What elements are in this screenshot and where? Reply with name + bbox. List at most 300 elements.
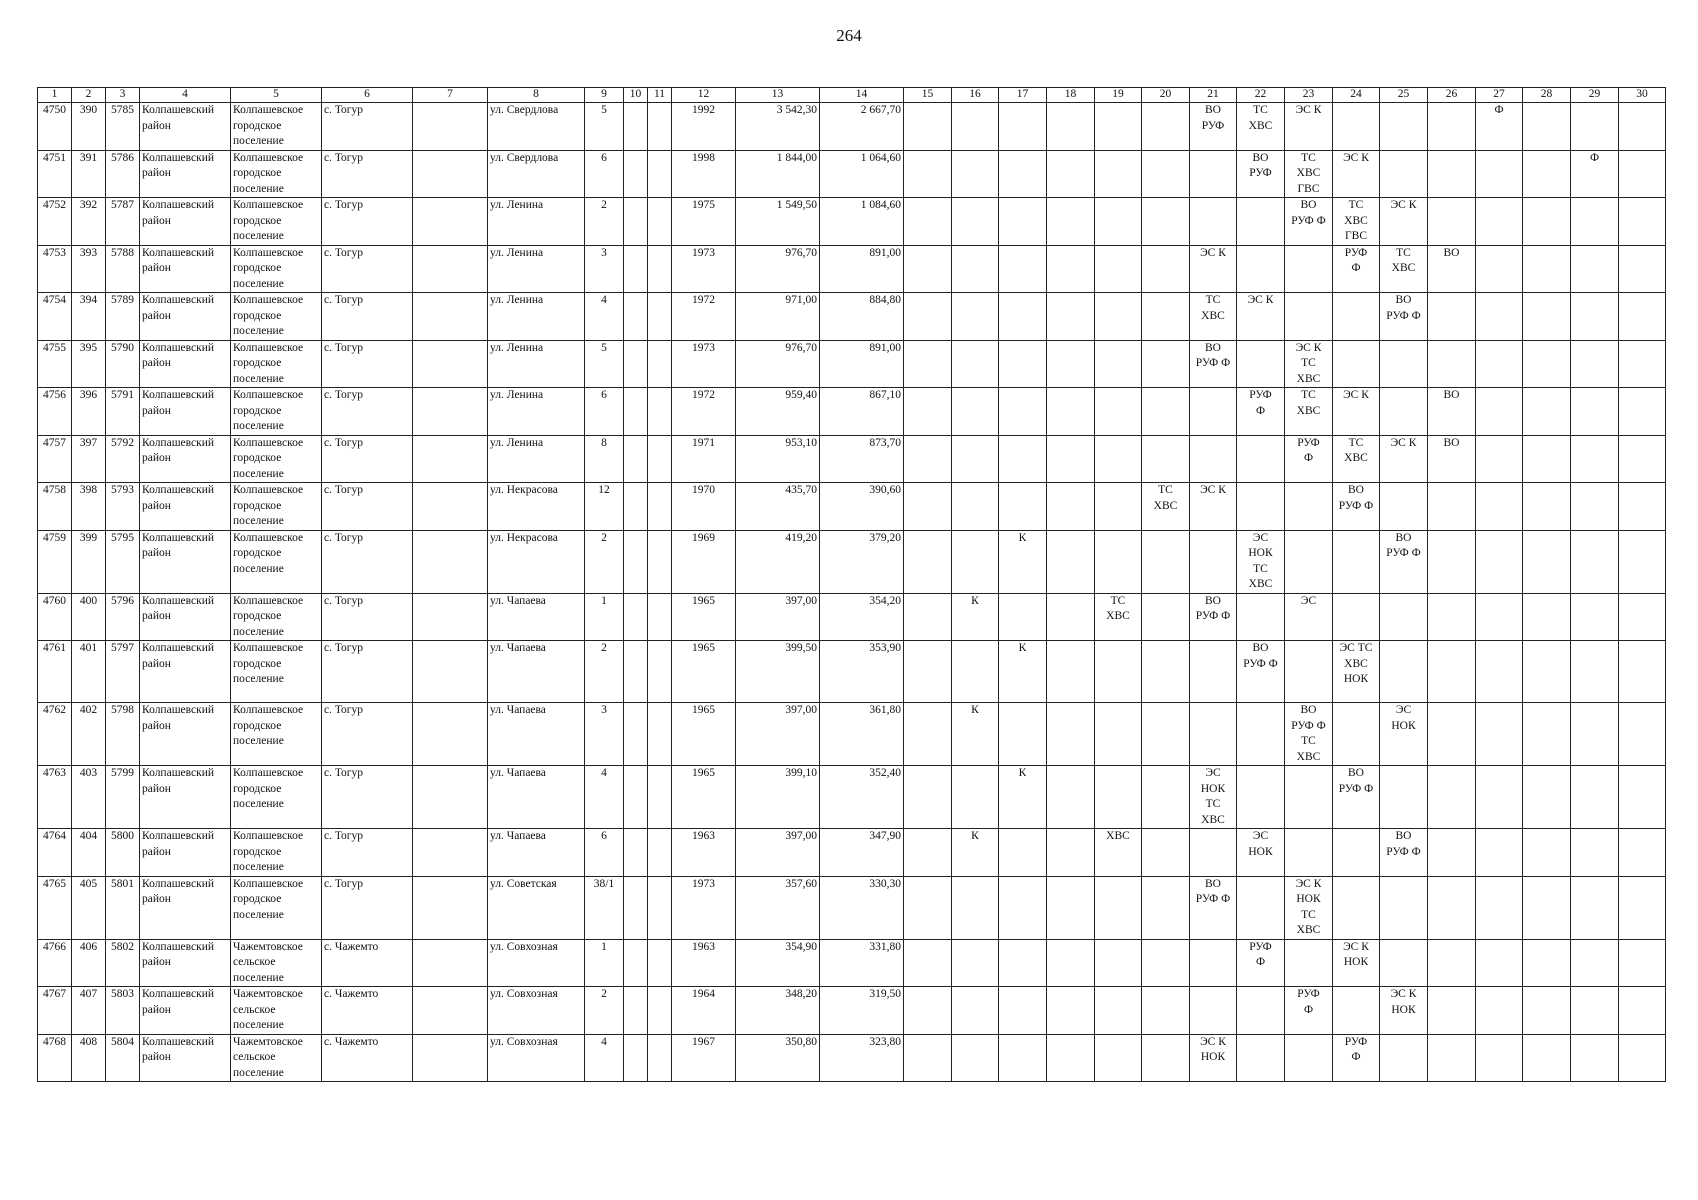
house-id: 5790 bbox=[106, 340, 140, 388]
service-col-30-cell bbox=[1619, 641, 1666, 703]
service-col-30-cell bbox=[1619, 388, 1666, 436]
service-col-17-cell bbox=[999, 150, 1047, 198]
col7-cell bbox=[413, 483, 488, 531]
service-col-22-cell: ЭС НОК bbox=[1237, 829, 1285, 877]
service-col-20-cell bbox=[1142, 703, 1190, 766]
service-col-25-cell bbox=[1380, 593, 1428, 641]
table-row bbox=[38, 293, 1666, 341]
service-col-22-cell bbox=[1237, 1034, 1285, 1082]
service-col-30-cell bbox=[1619, 829, 1666, 877]
settlement-cell: Колпашевское городское поселение bbox=[231, 103, 322, 151]
service-col-30-cell bbox=[1619, 198, 1666, 246]
service-col-16-cell bbox=[952, 1034, 999, 1082]
street-cell: ул. Чапаева bbox=[488, 641, 585, 703]
locality-cell: с. Чажемто bbox=[322, 1034, 413, 1082]
column-number-17: 17 bbox=[999, 88, 1047, 103]
service-col-24-cell bbox=[1333, 703, 1380, 766]
year-cell: 1965 bbox=[672, 703, 736, 766]
service-col-28-cell bbox=[1523, 198, 1571, 246]
service-col-21-cell bbox=[1190, 987, 1237, 1035]
district-cell: Колпашевский район bbox=[140, 641, 231, 703]
service-col-24-cell: ТС ХВС ГВС bbox=[1333, 198, 1380, 246]
service-col-15-cell bbox=[904, 530, 952, 593]
service-col-22-cell bbox=[1237, 703, 1285, 766]
registry-table bbox=[37, 87, 1666, 1082]
col7-cell bbox=[413, 530, 488, 593]
col7-cell bbox=[413, 150, 488, 198]
street-cell: ул. Советская bbox=[488, 876, 585, 939]
column-number-26: 26 bbox=[1428, 88, 1476, 103]
service-col-27-cell bbox=[1476, 245, 1523, 293]
service-col-30-cell bbox=[1619, 293, 1666, 341]
service-col-24-cell: ЭС ТС ХВС НОК bbox=[1333, 641, 1380, 703]
living-area-cell: 379,20 bbox=[820, 530, 904, 593]
service-col-23-cell bbox=[1285, 641, 1333, 703]
service-col-18-cell bbox=[1047, 340, 1095, 388]
service-col-18-cell bbox=[1047, 703, 1095, 766]
total-area-cell: 399,50 bbox=[736, 641, 820, 703]
column-number-12: 12 bbox=[672, 88, 736, 103]
living-area-cell: 330,30 bbox=[820, 876, 904, 939]
col11-cell bbox=[648, 593, 672, 641]
table-row bbox=[38, 150, 1666, 198]
service-col-26-cell bbox=[1428, 939, 1476, 987]
service-col-28-cell bbox=[1523, 1034, 1571, 1082]
col10-cell bbox=[624, 245, 648, 293]
service-col-19-cell bbox=[1095, 150, 1142, 198]
house-id: 5796 bbox=[106, 593, 140, 641]
col7-cell bbox=[413, 1034, 488, 1082]
service-col-22-cell bbox=[1237, 766, 1285, 829]
house-number-cell: 4 bbox=[585, 766, 624, 829]
service-col-16-cell: К bbox=[952, 829, 999, 877]
service-col-26-cell bbox=[1428, 703, 1476, 766]
service-col-22-cell bbox=[1237, 593, 1285, 641]
service-col-19-cell bbox=[1095, 388, 1142, 436]
service-col-25-cell bbox=[1380, 388, 1428, 436]
service-col-15-cell bbox=[904, 703, 952, 766]
year-cell: 1970 bbox=[672, 483, 736, 531]
street-cell: ул. Совхозная bbox=[488, 1034, 585, 1082]
house-number-cell: 5 bbox=[585, 340, 624, 388]
local-number: 392 bbox=[72, 198, 106, 246]
district-cell: Колпашевский район bbox=[140, 829, 231, 877]
house-id: 5800 bbox=[106, 829, 140, 877]
house-number-cell: 38/1 bbox=[585, 876, 624, 939]
service-col-28-cell bbox=[1523, 593, 1571, 641]
service-col-17-cell bbox=[999, 939, 1047, 987]
record-number: 4762 bbox=[38, 703, 72, 766]
service-col-26-cell bbox=[1428, 876, 1476, 939]
locality-cell: с. Тогур bbox=[322, 388, 413, 436]
service-col-26-cell bbox=[1428, 766, 1476, 829]
column-number-15: 15 bbox=[904, 88, 952, 103]
service-col-17-cell bbox=[999, 483, 1047, 531]
service-col-26-cell bbox=[1428, 641, 1476, 703]
column-number-30: 30 bbox=[1619, 88, 1666, 103]
locality-cell: с. Тогур bbox=[322, 703, 413, 766]
service-col-19-cell bbox=[1095, 1034, 1142, 1082]
column-number-28: 28 bbox=[1523, 88, 1571, 103]
service-col-20-cell bbox=[1142, 245, 1190, 293]
service-col-18-cell bbox=[1047, 987, 1095, 1035]
service-col-16-cell bbox=[952, 388, 999, 436]
street-cell: ул. Чапаева bbox=[488, 829, 585, 877]
service-col-19-cell bbox=[1095, 340, 1142, 388]
living-area-cell: 319,50 bbox=[820, 987, 904, 1035]
total-area-cell: 419,20 bbox=[736, 530, 820, 593]
district-cell: Колпашевский район bbox=[140, 987, 231, 1035]
service-col-15-cell bbox=[904, 435, 952, 483]
table-row bbox=[38, 876, 1666, 939]
service-col-17-cell bbox=[999, 103, 1047, 151]
locality-cell: с. Тогур bbox=[322, 150, 413, 198]
column-number-18: 18 bbox=[1047, 88, 1095, 103]
service-col-26-cell bbox=[1428, 198, 1476, 246]
service-col-29-cell bbox=[1571, 987, 1619, 1035]
service-col-30-cell bbox=[1619, 435, 1666, 483]
house-id: 5798 bbox=[106, 703, 140, 766]
column-number-5: 5 bbox=[231, 88, 322, 103]
living-area-cell: 1 064,60 bbox=[820, 150, 904, 198]
service-col-21-cell bbox=[1190, 388, 1237, 436]
table-row bbox=[38, 703, 1666, 766]
year-cell: 1965 bbox=[672, 641, 736, 703]
service-col-25-cell bbox=[1380, 103, 1428, 151]
house-id: 5789 bbox=[106, 293, 140, 341]
service-col-23-cell bbox=[1285, 245, 1333, 293]
total-area-cell: 350,80 bbox=[736, 1034, 820, 1082]
col11-cell bbox=[648, 829, 672, 877]
house-id: 5792 bbox=[106, 435, 140, 483]
service-col-18-cell bbox=[1047, 766, 1095, 829]
house-id: 5786 bbox=[106, 150, 140, 198]
service-col-29-cell bbox=[1571, 939, 1619, 987]
service-col-23-cell bbox=[1285, 829, 1333, 877]
service-col-22-cell bbox=[1237, 340, 1285, 388]
living-area-cell: 1 084,60 bbox=[820, 198, 904, 246]
service-col-26-cell bbox=[1428, 483, 1476, 531]
service-col-25-cell bbox=[1380, 483, 1428, 531]
col11-cell bbox=[648, 876, 672, 939]
service-col-29-cell bbox=[1571, 829, 1619, 877]
service-col-21-cell: ЭС К bbox=[1190, 245, 1237, 293]
col7-cell bbox=[413, 939, 488, 987]
service-col-29-cell bbox=[1571, 876, 1619, 939]
service-col-21-cell: ВО РУФ Ф bbox=[1190, 876, 1237, 939]
locality-cell: с. Чажемто bbox=[322, 939, 413, 987]
col11-cell bbox=[648, 987, 672, 1035]
service-col-20-cell bbox=[1142, 766, 1190, 829]
service-col-24-cell: РУФ Ф bbox=[1333, 245, 1380, 293]
record-number: 4755 bbox=[38, 340, 72, 388]
street-cell: ул. Чапаева bbox=[488, 703, 585, 766]
service-col-16-cell bbox=[952, 876, 999, 939]
service-col-20-cell bbox=[1142, 293, 1190, 341]
living-area-cell: 873,70 bbox=[820, 435, 904, 483]
settlement-cell: Колпашевское городское поселение bbox=[231, 293, 322, 341]
service-col-30-cell bbox=[1619, 939, 1666, 987]
column-number-6: 6 bbox=[322, 88, 413, 103]
living-area-cell: 352,40 bbox=[820, 766, 904, 829]
service-col-22-cell bbox=[1237, 245, 1285, 293]
service-col-23-cell: ЭС К ТС ХВС bbox=[1285, 340, 1333, 388]
local-number: 394 bbox=[72, 293, 106, 341]
service-col-30-cell bbox=[1619, 1034, 1666, 1082]
street-cell: ул. Ленина bbox=[488, 198, 585, 246]
settlement-cell: Колпашевское городское поселение bbox=[231, 198, 322, 246]
service-col-23-cell: РУФ Ф bbox=[1285, 987, 1333, 1035]
service-col-27-cell bbox=[1476, 593, 1523, 641]
service-col-15-cell bbox=[904, 388, 952, 436]
column-number-21: 21 bbox=[1190, 88, 1237, 103]
living-area-cell: 354,20 bbox=[820, 593, 904, 641]
service-col-18-cell bbox=[1047, 593, 1095, 641]
service-col-27-cell bbox=[1476, 939, 1523, 987]
local-number: 404 bbox=[72, 829, 106, 877]
total-area-cell: 976,70 bbox=[736, 245, 820, 293]
col7-cell bbox=[413, 593, 488, 641]
service-col-27-cell bbox=[1476, 435, 1523, 483]
service-col-29-cell bbox=[1571, 530, 1619, 593]
district-cell: Колпашевский район bbox=[140, 1034, 231, 1082]
col10-cell bbox=[624, 483, 648, 531]
table-row bbox=[38, 1034, 1666, 1082]
settlement-cell: Колпашевское городское поселение bbox=[231, 876, 322, 939]
service-col-18-cell bbox=[1047, 483, 1095, 531]
locality-cell: с. Тогур bbox=[322, 103, 413, 151]
locality-cell: с. Тогур bbox=[322, 829, 413, 877]
service-col-30-cell bbox=[1619, 150, 1666, 198]
service-col-15-cell bbox=[904, 245, 952, 293]
table-row bbox=[38, 103, 1666, 151]
service-col-25-cell bbox=[1380, 766, 1428, 829]
service-col-15-cell bbox=[904, 103, 952, 151]
service-col-23-cell: ВО РУФ Ф ТС ХВС bbox=[1285, 703, 1333, 766]
service-col-26-cell bbox=[1428, 1034, 1476, 1082]
service-col-26-cell: ВО bbox=[1428, 435, 1476, 483]
col11-cell bbox=[648, 245, 672, 293]
house-id: 5788 bbox=[106, 245, 140, 293]
total-area-cell: 971,00 bbox=[736, 293, 820, 341]
living-area-cell: 323,80 bbox=[820, 1034, 904, 1082]
table-row bbox=[38, 530, 1666, 593]
service-col-29-cell bbox=[1571, 593, 1619, 641]
settlement-cell: Колпашевское городское поселение bbox=[231, 388, 322, 436]
col11-cell bbox=[648, 435, 672, 483]
service-col-22-cell: ВО РУФ bbox=[1237, 150, 1285, 198]
col11-cell bbox=[648, 1034, 672, 1082]
record-number: 4760 bbox=[38, 593, 72, 641]
service-col-15-cell bbox=[904, 876, 952, 939]
service-col-24-cell bbox=[1333, 530, 1380, 593]
service-col-16-cell bbox=[952, 293, 999, 341]
service-col-19-cell bbox=[1095, 530, 1142, 593]
house-number-cell: 1 bbox=[585, 593, 624, 641]
service-col-18-cell bbox=[1047, 641, 1095, 703]
living-area-cell: 353,90 bbox=[820, 641, 904, 703]
house-number-cell: 4 bbox=[585, 1034, 624, 1082]
service-col-27-cell bbox=[1476, 703, 1523, 766]
district-cell: Колпашевский район bbox=[140, 593, 231, 641]
street-cell: ул. Ленина bbox=[488, 245, 585, 293]
district-cell: Колпашевский район bbox=[140, 340, 231, 388]
col10-cell bbox=[624, 987, 648, 1035]
col7-cell bbox=[413, 703, 488, 766]
service-col-23-cell bbox=[1285, 530, 1333, 593]
service-col-24-cell: ЭС К bbox=[1333, 388, 1380, 436]
service-col-28-cell bbox=[1523, 766, 1571, 829]
service-col-24-cell: ВО РУФ Ф bbox=[1333, 766, 1380, 829]
service-col-17-cell bbox=[999, 435, 1047, 483]
service-col-20-cell bbox=[1142, 593, 1190, 641]
service-col-26-cell bbox=[1428, 530, 1476, 593]
living-area-cell: 891,00 bbox=[820, 245, 904, 293]
col11-cell bbox=[648, 483, 672, 531]
table-row bbox=[38, 245, 1666, 293]
service-col-15-cell bbox=[904, 293, 952, 341]
service-col-19-cell: ТС ХВС bbox=[1095, 593, 1142, 641]
service-col-29-cell bbox=[1571, 388, 1619, 436]
service-col-17-cell bbox=[999, 876, 1047, 939]
house-id: 5804 bbox=[106, 1034, 140, 1082]
service-col-24-cell: ТС ХВС bbox=[1333, 435, 1380, 483]
service-col-28-cell bbox=[1523, 829, 1571, 877]
total-area-cell: 959,40 bbox=[736, 388, 820, 436]
service-col-28-cell bbox=[1523, 150, 1571, 198]
service-col-26-cell bbox=[1428, 150, 1476, 198]
service-col-18-cell bbox=[1047, 530, 1095, 593]
total-area-cell: 3 542,30 bbox=[736, 103, 820, 151]
col11-cell bbox=[648, 198, 672, 246]
settlement-cell: Колпашевское городское поселение bbox=[231, 483, 322, 531]
col11-cell bbox=[648, 293, 672, 341]
service-col-16-cell bbox=[952, 530, 999, 593]
service-col-18-cell bbox=[1047, 103, 1095, 151]
local-number: 402 bbox=[72, 703, 106, 766]
column-number-23: 23 bbox=[1285, 88, 1333, 103]
column-number-22: 22 bbox=[1237, 88, 1285, 103]
street-cell: ул. Некрасова bbox=[488, 483, 585, 531]
service-col-28-cell bbox=[1523, 388, 1571, 436]
service-col-25-cell: ВО РУФ Ф bbox=[1380, 530, 1428, 593]
service-col-16-cell bbox=[952, 987, 999, 1035]
column-number-row bbox=[38, 88, 1666, 103]
table-row bbox=[38, 435, 1666, 483]
col11-cell bbox=[648, 150, 672, 198]
table-row bbox=[38, 829, 1666, 877]
service-col-29-cell bbox=[1571, 766, 1619, 829]
record-number: 4767 bbox=[38, 987, 72, 1035]
house-id: 5791 bbox=[106, 388, 140, 436]
service-col-30-cell bbox=[1619, 530, 1666, 593]
year-cell: 1967 bbox=[672, 1034, 736, 1082]
year-cell: 1972 bbox=[672, 388, 736, 436]
record-number: 4766 bbox=[38, 939, 72, 987]
local-number: 393 bbox=[72, 245, 106, 293]
column-number-19: 19 bbox=[1095, 88, 1142, 103]
column-number-25: 25 bbox=[1380, 88, 1428, 103]
service-col-22-cell: ЭС НОК ТС ХВС bbox=[1237, 530, 1285, 593]
service-col-28-cell bbox=[1523, 876, 1571, 939]
total-area-cell: 397,00 bbox=[736, 593, 820, 641]
col7-cell bbox=[413, 103, 488, 151]
service-col-23-cell: ЭС К bbox=[1285, 103, 1333, 151]
district-cell: Колпашевский район bbox=[140, 876, 231, 939]
column-number-9: 9 bbox=[585, 88, 624, 103]
year-cell: 1965 bbox=[672, 593, 736, 641]
service-col-28-cell bbox=[1523, 939, 1571, 987]
service-col-21-cell: ВО РУФ Ф bbox=[1190, 340, 1237, 388]
service-col-23-cell bbox=[1285, 1034, 1333, 1082]
column-number-16: 16 bbox=[952, 88, 999, 103]
column-number-14: 14 bbox=[820, 88, 904, 103]
service-col-29-cell bbox=[1571, 641, 1619, 703]
living-area-cell: 2 667,70 bbox=[820, 103, 904, 151]
service-col-19-cell bbox=[1095, 103, 1142, 151]
year-cell: 1972 bbox=[672, 293, 736, 341]
service-col-27-cell bbox=[1476, 876, 1523, 939]
service-col-19-cell bbox=[1095, 766, 1142, 829]
service-col-20-cell bbox=[1142, 939, 1190, 987]
service-col-24-cell bbox=[1333, 829, 1380, 877]
column-number-4: 4 bbox=[140, 88, 231, 103]
house-id: 5799 bbox=[106, 766, 140, 829]
column-number-20: 20 bbox=[1142, 88, 1190, 103]
district-cell: Колпашевский район bbox=[140, 245, 231, 293]
service-col-22-cell bbox=[1237, 435, 1285, 483]
service-col-28-cell bbox=[1523, 340, 1571, 388]
service-col-16-cell: К bbox=[952, 703, 999, 766]
service-col-24-cell bbox=[1333, 876, 1380, 939]
service-col-23-cell bbox=[1285, 293, 1333, 341]
service-col-28-cell bbox=[1523, 293, 1571, 341]
col11-cell bbox=[648, 641, 672, 703]
service-col-21-cell bbox=[1190, 641, 1237, 703]
local-number: 401 bbox=[72, 641, 106, 703]
service-col-16-cell bbox=[952, 340, 999, 388]
settlement-cell: Колпашевское городское поселение bbox=[231, 245, 322, 293]
service-col-26-cell bbox=[1428, 293, 1476, 341]
service-col-17-cell: К bbox=[999, 530, 1047, 593]
service-col-21-cell: ВО РУФ Ф bbox=[1190, 593, 1237, 641]
record-number: 4753 bbox=[38, 245, 72, 293]
settlement-cell: Колпашевское городское поселение bbox=[231, 641, 322, 703]
record-number: 4756 bbox=[38, 388, 72, 436]
service-col-30-cell bbox=[1619, 876, 1666, 939]
service-col-16-cell bbox=[952, 641, 999, 703]
service-col-20-cell: ТС ХВС bbox=[1142, 483, 1190, 531]
service-col-19-cell bbox=[1095, 987, 1142, 1035]
service-col-17-cell bbox=[999, 198, 1047, 246]
service-col-21-cell bbox=[1190, 198, 1237, 246]
service-col-24-cell bbox=[1333, 293, 1380, 341]
locality-cell: с. Тогур bbox=[322, 483, 413, 531]
locality-cell: с. Тогур bbox=[322, 876, 413, 939]
service-col-24-cell bbox=[1333, 103, 1380, 151]
settlement-cell: Колпашевское городское поселение bbox=[231, 340, 322, 388]
service-col-30-cell bbox=[1619, 987, 1666, 1035]
service-col-29-cell bbox=[1571, 198, 1619, 246]
house-id: 5803 bbox=[106, 987, 140, 1035]
house-id: 5795 bbox=[106, 530, 140, 593]
col7-cell bbox=[413, 198, 488, 246]
house-id: 5797 bbox=[106, 641, 140, 703]
service-col-21-cell: ЭС НОК ТС ХВС bbox=[1190, 766, 1237, 829]
living-area-cell: 361,80 bbox=[820, 703, 904, 766]
service-col-29-cell bbox=[1571, 703, 1619, 766]
settlement-cell: Чажемтовское сельское поселение bbox=[231, 1034, 322, 1082]
